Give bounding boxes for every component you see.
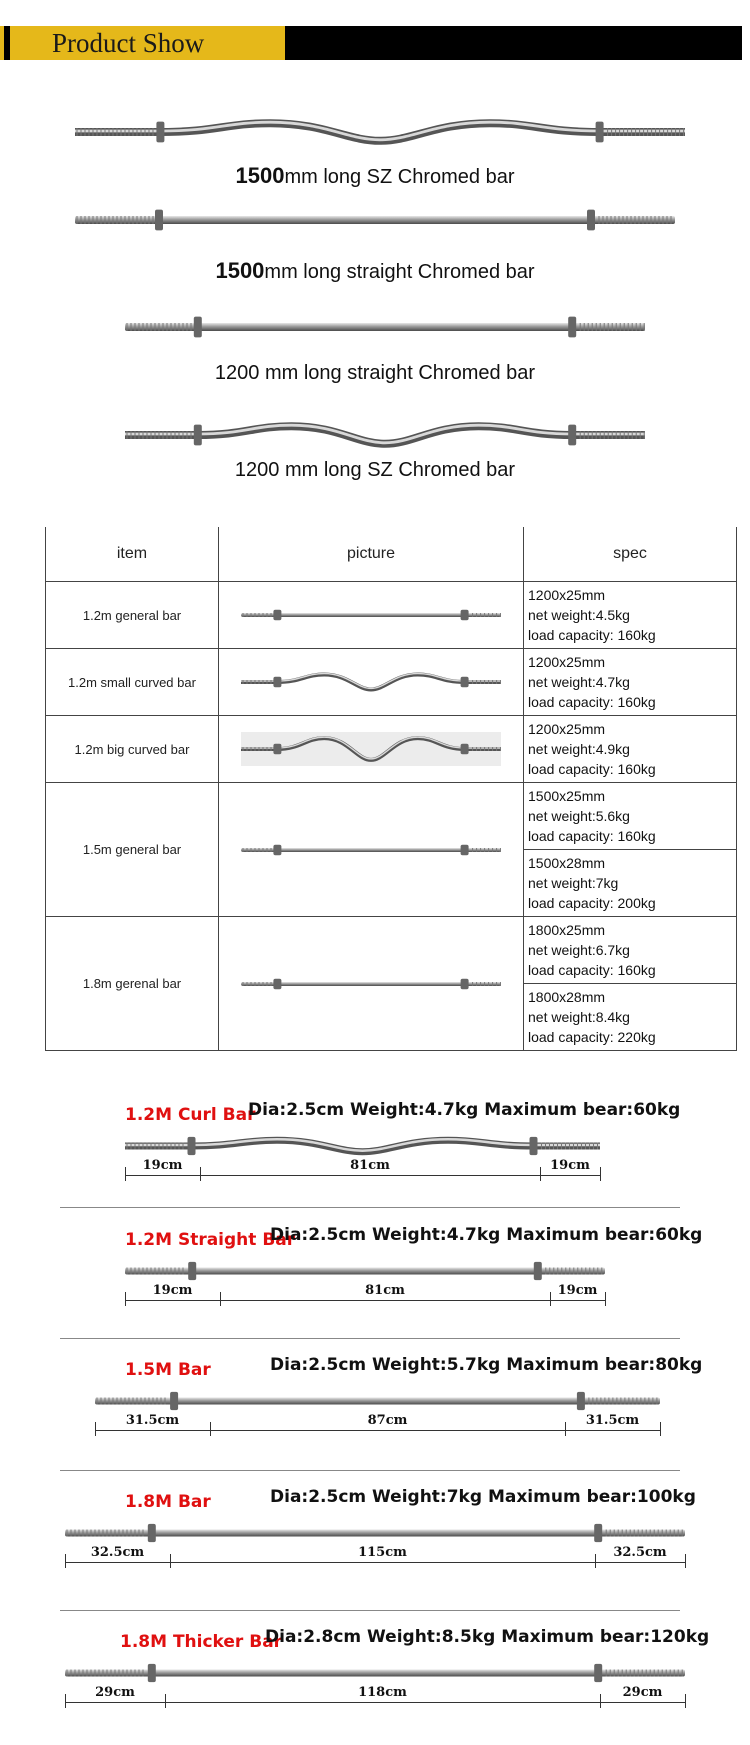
spec-row bbox=[46, 582, 737, 649]
header-spec: spec bbox=[524, 527, 737, 582]
spec-item-picture bbox=[219, 649, 524, 716]
showcase-caption-3: 1200 mm long straight Chromed bar bbox=[214, 362, 536, 384]
spec-item-picture bbox=[219, 582, 524, 649]
showcase-bar-1-image bbox=[75, 112, 685, 152]
spec-line: net weight:6.7kg bbox=[528, 942, 630, 958]
spec-line: 1800x25mm bbox=[528, 922, 606, 938]
spec-item-name: 1.5m general bar bbox=[46, 783, 219, 917]
bar-detail-image bbox=[125, 1258, 605, 1284]
dimension-label: 81cm bbox=[365, 1283, 405, 1298]
showcase-caption-4: 1200 mm long SZ Chromed bar bbox=[234, 459, 516, 481]
spec-line: net weight:5.6kg bbox=[528, 808, 630, 824]
dimension-line bbox=[95, 1430, 660, 1431]
dimension-label: 87cm bbox=[367, 1413, 408, 1428]
panel-separator bbox=[60, 1207, 680, 1208]
dimension-label: 32.5cm bbox=[613, 1545, 667, 1560]
dimension-tick bbox=[660, 1422, 661, 1436]
spec-line: load capacity: 160kg bbox=[528, 627, 656, 643]
bar-detail-panel bbox=[45, 1220, 715, 1330]
bar-detail-title: 1.5M Bar bbox=[125, 1360, 211, 1380]
bar-detail-title: 1.8M Bar bbox=[125, 1492, 211, 1512]
bar-detail-info: Dia:2.8cm Weight:8.5kg Maximum bear:120kg bbox=[265, 1627, 710, 1647]
spec-details bbox=[524, 716, 737, 783]
spec-details bbox=[524, 850, 737, 917]
spec-line: 1200x25mm bbox=[528, 587, 606, 603]
spec-item-picture bbox=[219, 783, 524, 917]
bar-detail-image bbox=[65, 1520, 685, 1546]
showcase-bar-2-image bbox=[75, 205, 675, 235]
bar-detail-panel bbox=[45, 1095, 715, 1205]
bar-detail-title: 1.8M Thicker Bar bbox=[120, 1632, 283, 1652]
banner-title: Product Show bbox=[10, 26, 285, 60]
bar-detail-panel bbox=[45, 1482, 715, 1592]
spec-line: load capacity: 160kg bbox=[528, 694, 656, 710]
dimension-line bbox=[65, 1702, 685, 1703]
bar-detail-title: 1.2M Straight Bar bbox=[125, 1230, 296, 1250]
spec-row bbox=[46, 716, 737, 783]
showcase-caption-1: 1500mm long SZ Chromed bar bbox=[235, 163, 515, 188]
spec-line: 1500x28mm bbox=[528, 855, 606, 871]
bar-detail-image bbox=[95, 1388, 660, 1414]
bar-picture-image bbox=[241, 732, 501, 766]
spec-table bbox=[45, 527, 737, 1051]
spec-row bbox=[46, 649, 737, 716]
bar-picture-image bbox=[241, 833, 501, 867]
spec-item-name: 1.2m general bar bbox=[46, 582, 219, 649]
bar-detail-info: Dia:2.5cm Weight:5.7kg Maximum bear:80kg bbox=[270, 1355, 703, 1375]
panel-separator bbox=[60, 1470, 680, 1471]
product-show-banner bbox=[0, 26, 742, 60]
spec-line: 1500x25mm bbox=[528, 788, 606, 804]
spec-item-name: 1.2m small curved bar bbox=[46, 649, 219, 716]
dimension-label: 32.5cm bbox=[90, 1545, 145, 1560]
bar-picture-image bbox=[241, 967, 501, 1001]
dimension-line bbox=[125, 1300, 605, 1301]
spec-line: net weight:4.7kg bbox=[528, 674, 630, 690]
spec-line: net weight:7kg bbox=[528, 875, 619, 891]
spec-item-name: 1.2m big curved bar bbox=[46, 716, 219, 783]
bar-detail-info: Dia:2.5cm Weight:4.7kg Maximum bear:60kg bbox=[270, 1225, 703, 1245]
dimension-label: 19cm bbox=[142, 1158, 183, 1173]
dimension-label: 118cm bbox=[358, 1685, 407, 1700]
bar-detail-info: Dia:2.5cm Weight:4.7kg Maximum bear:60kg bbox=[248, 1100, 681, 1120]
spec-line: load capacity: 160kg bbox=[528, 828, 656, 844]
spec-line: load capacity: 220kg bbox=[528, 1029, 656, 1045]
spec-line: net weight:4.9kg bbox=[528, 741, 630, 757]
bar-detail-panel bbox=[45, 1350, 715, 1460]
spec-details bbox=[524, 649, 737, 716]
spec-details bbox=[524, 984, 737, 1051]
spec-line: load capacity: 160kg bbox=[528, 761, 656, 777]
dimension-tick bbox=[685, 1554, 686, 1568]
spec-item-picture bbox=[219, 716, 524, 783]
spec-row bbox=[46, 783, 737, 850]
dimension-tick bbox=[685, 1694, 686, 1708]
dimension-label: 19cm bbox=[550, 1158, 590, 1173]
showcase-bar-3-image bbox=[125, 312, 645, 342]
showcase-bar-4-image bbox=[125, 415, 645, 455]
dimension-label: 81cm bbox=[350, 1158, 390, 1173]
dimension-label: 29cm bbox=[95, 1685, 135, 1700]
dimension-line bbox=[125, 1175, 600, 1176]
spec-details bbox=[524, 917, 737, 984]
dimension-tick bbox=[600, 1167, 601, 1181]
showcase-caption-2: 1500mm long straight Chromed bar bbox=[215, 258, 535, 283]
spec-line: load capacity: 160kg bbox=[528, 962, 656, 978]
bar-detail-info: Dia:2.5cm Weight:7kg Maximum bear:100kg bbox=[270, 1487, 696, 1507]
bar-detail-panel bbox=[45, 1622, 715, 1732]
dimension-label: 19cm bbox=[152, 1283, 193, 1298]
spec-item-picture bbox=[219, 917, 524, 1051]
dimension-label: 115cm bbox=[358, 1545, 407, 1560]
panel-separator bbox=[60, 1610, 680, 1611]
spec-table-header bbox=[46, 527, 737, 582]
spec-row bbox=[46, 917, 737, 984]
bar-detail-image bbox=[125, 1133, 600, 1159]
dimension-label: 29cm bbox=[622, 1685, 663, 1700]
dimension-line bbox=[65, 1562, 685, 1563]
spec-details bbox=[524, 783, 737, 850]
spec-line: 1200x25mm bbox=[528, 654, 606, 670]
spec-line: net weight:4.5kg bbox=[528, 607, 630, 623]
bar-detail-title: 1.2M Curl Bar bbox=[125, 1105, 256, 1125]
bar-detail-image bbox=[65, 1660, 685, 1686]
bar-picture-image bbox=[241, 598, 501, 632]
spec-line: 1800x28mm bbox=[528, 989, 606, 1005]
panel-separator bbox=[60, 1338, 680, 1339]
dimension-label: 31.5cm bbox=[125, 1413, 180, 1428]
spec-line: load capacity: 200kg bbox=[528, 895, 656, 911]
dimension-label: 31.5cm bbox=[585, 1413, 640, 1428]
spec-line: net weight:8.4kg bbox=[528, 1009, 630, 1025]
header-item: item bbox=[46, 527, 219, 582]
dimension-label: 19cm bbox=[557, 1283, 598, 1298]
spec-details bbox=[524, 582, 737, 649]
spec-item-name: 1.8m gerenal bar bbox=[46, 917, 219, 1051]
header-picture: picture bbox=[219, 527, 524, 582]
dimension-tick bbox=[605, 1292, 606, 1306]
spec-line: 1200x25mm bbox=[528, 721, 606, 737]
bar-picture-image bbox=[241, 665, 501, 699]
